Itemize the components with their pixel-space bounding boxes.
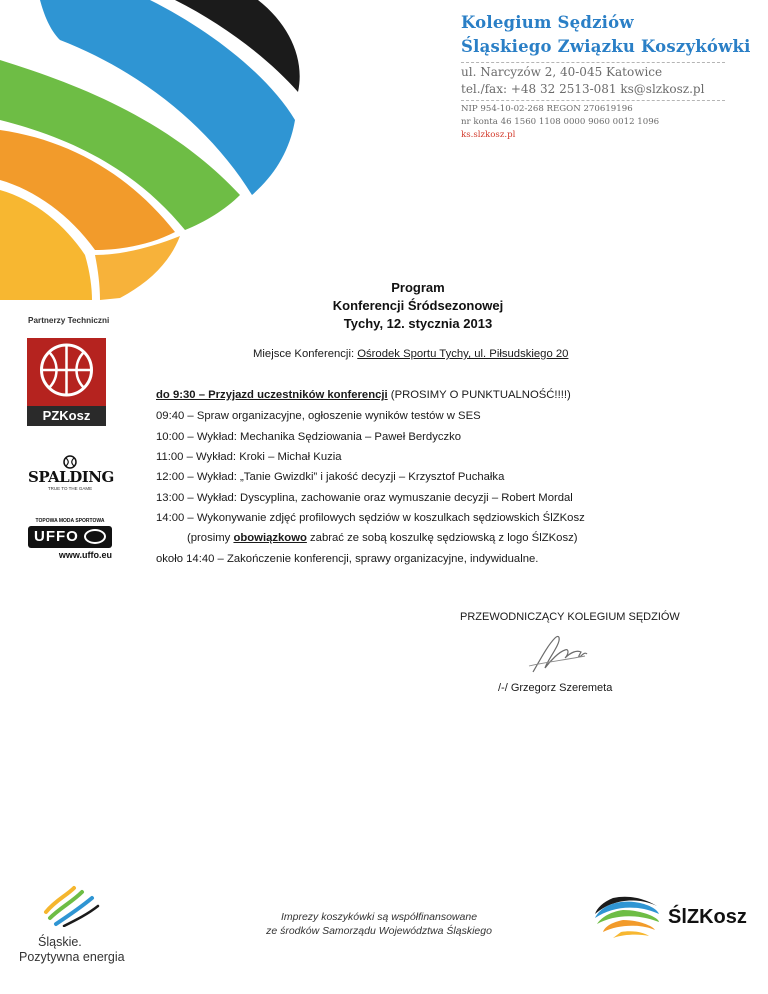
org-name-line1: Kolegium Sędziów xyxy=(461,13,634,32)
uffo-tagline: TOPOWA MODA SPORTOWA xyxy=(35,518,105,524)
header-divider xyxy=(461,62,725,63)
schedule-item-note: (PROSIMY O PUNKTUALNOŚĆ!!!!) xyxy=(387,389,571,401)
note-text: zabrać ze sobą koszulkę sędziowską z logo ŚlZKosz) xyxy=(306,532,578,544)
pzkosz-logo xyxy=(27,338,106,426)
schedule-item: 09:40 – Spraw organizacyjne, ogłoszenie wyników testów w SES xyxy=(156,410,481,422)
schedule-item: około 14:40 – Zakończenie konferencji, sprawy organizacyjne, indywidualne. xyxy=(156,553,539,565)
handwritten-signature xyxy=(525,632,595,677)
funding-note-line: Imprezy koszykówki są współfinansowane xyxy=(280,911,478,923)
program-subtitle: Konferencji Śródsezonowej xyxy=(332,298,504,313)
note-emphasis: obowiązkowo xyxy=(233,532,307,544)
schedule-item-note xyxy=(187,532,578,544)
basketball-icon xyxy=(63,455,77,469)
org-address: ul. Narcyzów 2, 40-045 Katowice xyxy=(461,65,663,79)
slaskie-slogan: Pozytywna energia xyxy=(19,950,125,964)
uffo-logo xyxy=(28,518,112,568)
signature-name: /-/ Grzegorz Szeremeta xyxy=(498,682,613,694)
venue-line xyxy=(253,348,568,360)
schedule-item-arrival xyxy=(156,389,571,401)
org-name-line2: Śląskiego Związku Koszykówki xyxy=(461,37,751,56)
org-bank-account: nr konta 46 1560 1108 0000 9060 0012 1096 xyxy=(461,117,660,127)
partners-label: Partnerzy Techniczni xyxy=(28,316,110,325)
uffo-emblem-icon xyxy=(84,529,106,544)
slaskie-logo xyxy=(42,882,102,927)
pzkosz-label: PZKosz xyxy=(27,406,106,426)
uffo-badge xyxy=(28,526,112,548)
basketball-icon xyxy=(27,338,106,404)
uffo-wordmark: UFFO xyxy=(34,528,79,545)
spalding-wordmark: SPALDING xyxy=(28,468,114,486)
org-nip-regon: NIP 954-10-02-268 REGON 270619196 xyxy=(461,104,633,114)
schedule-item: 11:00 – Wykład: Kroki – Michał Kuzia xyxy=(156,451,342,463)
header-divider xyxy=(461,100,725,101)
uffo-url: www.uffo.eu xyxy=(58,550,112,560)
spalding-logo xyxy=(28,455,112,497)
basketball-logo xyxy=(0,0,310,300)
venue-value: Ośrodek Sportu Tychy, ul. Piłsudskiego 20 xyxy=(357,348,569,360)
spalding-tagline: TRUE TO THE GAME xyxy=(47,486,93,491)
schedule-item: 14:00 – Wykonywanie zdjęć profilowych sędziów w koszulkach sędziowskich ŚlZKosz xyxy=(156,512,585,524)
program-title: Program xyxy=(391,280,445,295)
funding-note-line: ze środków Samorządu Województwa Śląskiego xyxy=(266,925,492,937)
schedule-item: 10:00 – Wykład: Mechanika Sędziowania – Paweł Berdyczko xyxy=(156,431,462,443)
venue-label: Miejsce Konferencji: xyxy=(253,348,358,360)
schedule-item: 13:00 – Wykład: Dyscyplina, zachowanie oraz wymuszanie decyzji – Robert Mordal xyxy=(156,492,573,504)
slzkosz-wordmark: ŚlZKosz xyxy=(668,906,747,928)
schedule-item: 12:00 – Wykład: „Tanie Gwizdki” i jakość decyzji – Krzysztof Puchałka xyxy=(156,471,505,483)
org-website-link[interactable]: ks.slzkosz.pl xyxy=(461,130,516,140)
slaskie-name: Śląskie. xyxy=(38,935,82,949)
signature-role: PRZEWODNICZĄCY KOLEGIUM SĘDZIÓW xyxy=(460,611,680,623)
slzkosz-footer-logo xyxy=(591,892,663,942)
org-contact: tel./fax: +48 32 2513-081 ks@slzkosz.pl xyxy=(461,82,705,96)
program-date: Tychy, 12. stycznia 2013 xyxy=(343,316,493,331)
schedule-item-bold: do 9:30 – Przyjazd uczestników konferencji xyxy=(156,389,388,401)
note-text: (prosimy xyxy=(187,532,234,544)
funding-note xyxy=(249,910,509,938)
